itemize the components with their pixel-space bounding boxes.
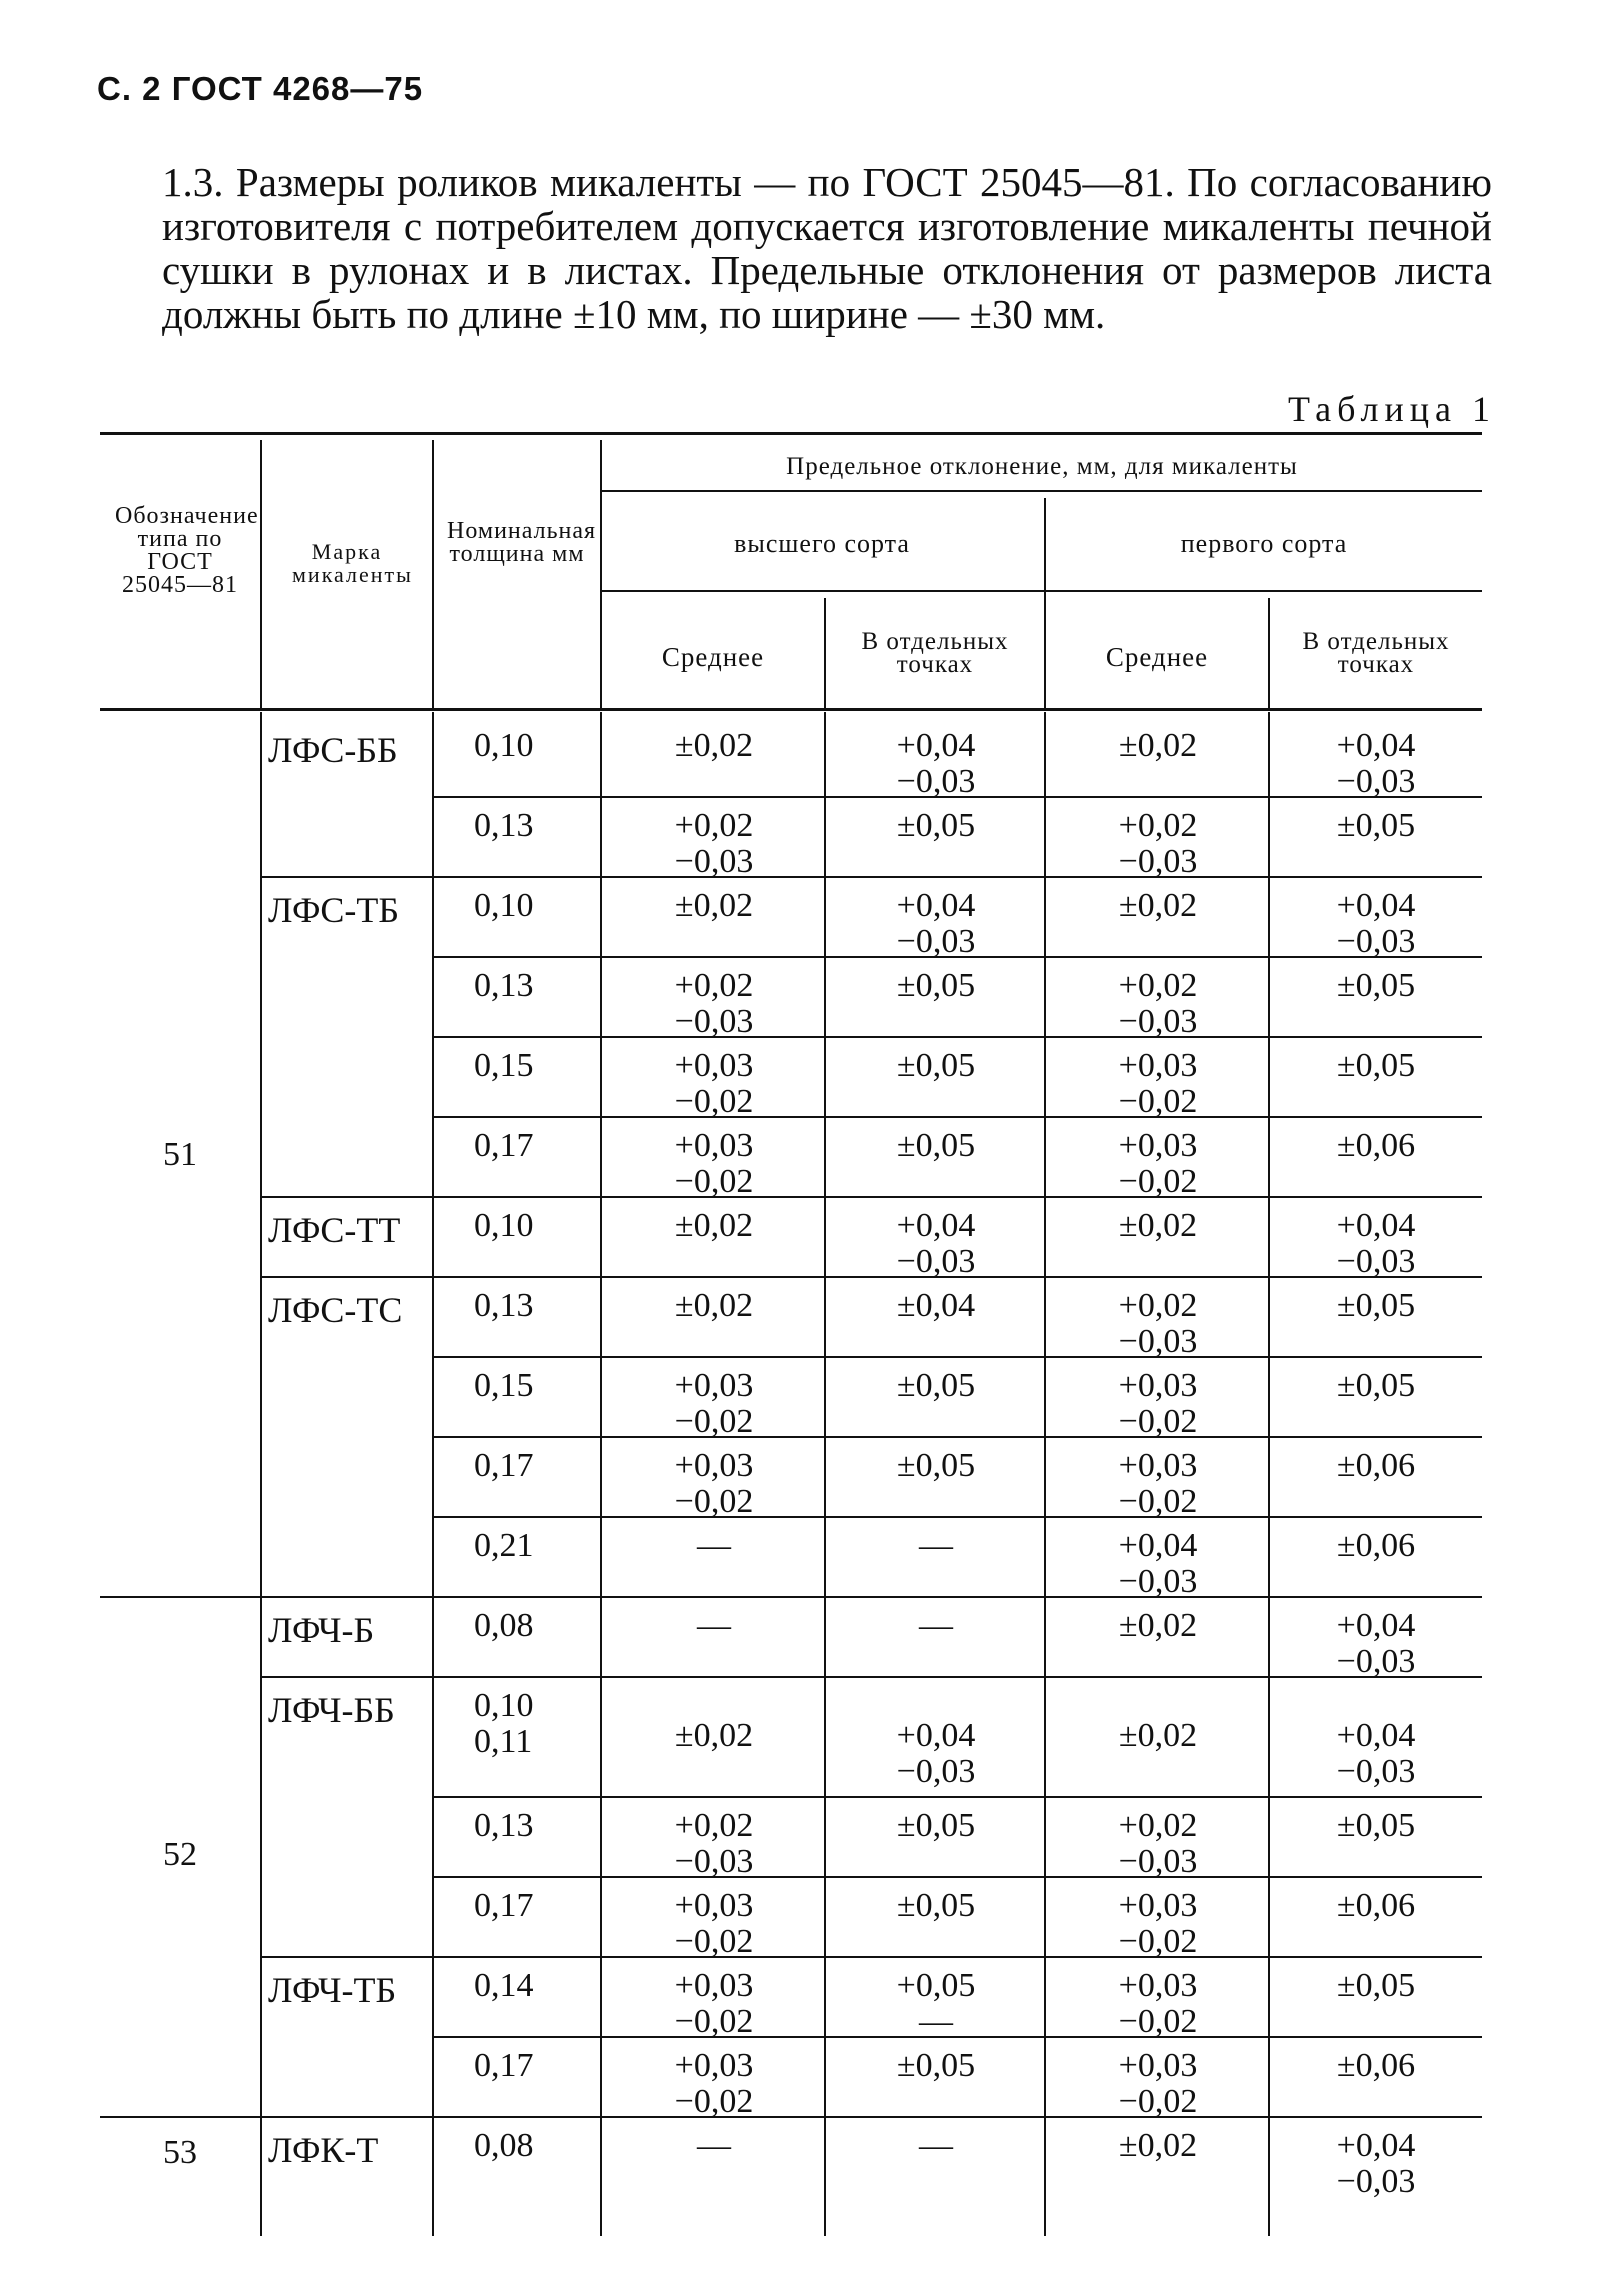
cell-value: −0,03 bbox=[1118, 1563, 1198, 1600]
cell-value: ±0,02 bbox=[1118, 1207, 1198, 1244]
cell-top-pts bbox=[826, 1448, 1046, 1484]
cell-thickness bbox=[474, 1208, 602, 1244]
table-top-rule bbox=[100, 432, 1482, 435]
header-deviation-text: Предельное отклонение, мм, для микаленты bbox=[786, 453, 1298, 480]
cell-thickness bbox=[474, 1968, 602, 2004]
cell-top-pts bbox=[826, 1528, 1046, 1564]
cell-value: +0,04 bbox=[1336, 727, 1416, 764]
cell-first-pts bbox=[1270, 1448, 1482, 1484]
cell-value: −0,03 bbox=[1336, 1753, 1416, 1790]
cell-value: +0,03 bbox=[1118, 2047, 1198, 2084]
cell-first-pts bbox=[1270, 1718, 1482, 1790]
cell-value: +0,04 bbox=[896, 887, 976, 924]
type-53: 53 bbox=[163, 2134, 197, 2171]
cell-value: −0,03 bbox=[1336, 2163, 1416, 2200]
cell-top-avg bbox=[602, 1608, 826, 1644]
cell-value: +0,03 bbox=[674, 2047, 754, 2084]
cell-value: 0,10 bbox=[474, 727, 534, 764]
header-top-avg-text: Среднее bbox=[661, 642, 765, 672]
cell-value: 0,13 bbox=[474, 967, 534, 1004]
header-top-points-text: В отдельных точках bbox=[861, 628, 1009, 678]
body-vline bbox=[432, 712, 434, 2236]
cell-value: ±0,05 bbox=[896, 1127, 976, 1164]
cell-value: +0,03 bbox=[1118, 1967, 1198, 2004]
cell-value: — bbox=[697, 2127, 731, 2164]
cell-value: −0,02 bbox=[1118, 1163, 1198, 1200]
cell-value: +0,02 bbox=[1118, 967, 1198, 1004]
cell-value: +0,04 bbox=[896, 1207, 976, 1244]
cell-thickness bbox=[474, 1528, 602, 1564]
cell-thickness bbox=[474, 728, 602, 764]
cell-value: 0,14 bbox=[474, 1967, 534, 2004]
cell-value: +0,03 bbox=[1118, 1127, 1198, 1164]
cell-value: ±0,05 bbox=[1336, 1287, 1416, 1324]
row-rule bbox=[262, 1956, 1482, 1958]
row-rule bbox=[100, 1596, 1482, 1598]
cell-thickness bbox=[474, 968, 602, 1004]
cell-top-avg bbox=[602, 1888, 826, 1960]
cell-top-avg bbox=[602, 1208, 826, 1244]
cell-value: 0,17 bbox=[474, 2047, 534, 2084]
cell-top-avg bbox=[602, 1048, 826, 1120]
cell-value: ±0,05 bbox=[1336, 1367, 1416, 1404]
cell-value: ±0,06 bbox=[1336, 1127, 1416, 1164]
cell-value: +0,04 bbox=[1336, 2127, 1416, 2164]
mark-m4: ЛФС-ТС bbox=[268, 1290, 403, 1330]
cell-thickness bbox=[474, 1448, 602, 1484]
cell-value: −0,02 bbox=[674, 2083, 754, 2120]
cell-first-avg bbox=[1046, 1718, 1270, 1754]
header-type-text: Обозначение типа по ГОСТ 25045—81 bbox=[115, 503, 259, 598]
cell-value: 0,10 bbox=[474, 887, 534, 924]
cell-top-pts bbox=[826, 888, 1046, 960]
cell-value: +0,03 bbox=[1118, 1887, 1198, 1924]
cell-value: −0,03 bbox=[896, 763, 976, 800]
row-rule bbox=[432, 1116, 1482, 1118]
cell-top-avg bbox=[602, 2128, 826, 2164]
body-vline bbox=[260, 712, 262, 2236]
cell-first-avg bbox=[1046, 808, 1270, 880]
cell-top-pts bbox=[826, 1608, 1046, 1644]
cell-first-avg bbox=[1046, 1448, 1270, 1520]
cell-top-avg bbox=[602, 808, 826, 880]
cell-value: ±0,02 bbox=[674, 727, 754, 764]
cell-value: −0,03 bbox=[1336, 763, 1416, 800]
cell-top-avg bbox=[602, 1808, 826, 1880]
header-first-avg-text: Среднее bbox=[1105, 642, 1209, 672]
cell-top-avg bbox=[602, 1288, 826, 1324]
header-mark-text: Марка микаленты bbox=[292, 539, 413, 587]
row-rule bbox=[262, 1196, 1482, 1198]
cell-thickness bbox=[474, 1808, 602, 1844]
table-caption: Таблица 1 bbox=[1288, 389, 1496, 429]
cell-value: ±0,02 bbox=[674, 1717, 754, 1754]
cell-value: ±0,06 bbox=[1336, 1887, 1416, 1924]
cell-first-avg bbox=[1046, 1128, 1270, 1200]
cell-value: −0,02 bbox=[1118, 1083, 1198, 1120]
cell-value: ±0,05 bbox=[896, 1447, 976, 1484]
cell-value: ±0,05 bbox=[896, 1367, 976, 1404]
cell-value: ±0,05 bbox=[1336, 1807, 1416, 1844]
cell-value: −0,03 bbox=[896, 1243, 976, 1280]
cell-first-pts bbox=[1270, 2048, 1482, 2084]
cell-value: ±0,06 bbox=[1336, 1447, 1416, 1484]
cell-first-pts bbox=[1270, 1608, 1482, 1680]
cell-value: −0,02 bbox=[674, 1923, 754, 1960]
cell-top-pts bbox=[826, 1968, 1046, 2040]
cell-value: −0,03 bbox=[1336, 1643, 1416, 1680]
cell-value: ±0,02 bbox=[674, 1287, 754, 1324]
cell-thickness bbox=[474, 1288, 602, 1324]
cell-thickness bbox=[474, 1368, 602, 1404]
cell-value: ±0,05 bbox=[896, 807, 976, 844]
header-vline bbox=[432, 440, 434, 708]
cell-first-avg bbox=[1046, 1368, 1270, 1440]
cell-value: −0,03 bbox=[674, 1003, 754, 1040]
header-vline bbox=[1268, 598, 1270, 708]
cell-value: −0,02 bbox=[674, 1483, 754, 1520]
header-vline bbox=[824, 598, 826, 708]
cell-first-pts bbox=[1270, 1048, 1482, 1084]
cell-value: 0,17 bbox=[474, 1887, 534, 1924]
header-thickness bbox=[434, 520, 600, 566]
cell-value: ±0,05 bbox=[1336, 1967, 1416, 2004]
cell-value: −0,02 bbox=[1118, 2003, 1198, 2040]
cell-value: — bbox=[919, 2127, 953, 2164]
cell-value: ±0,05 bbox=[896, 967, 976, 1004]
cell-top-pts bbox=[826, 1888, 1046, 1924]
cell-first-pts bbox=[1270, 1208, 1482, 1280]
cell-top-avg bbox=[602, 2048, 826, 2120]
running-head: С. 2 ГОСТ 4268—75 bbox=[97, 70, 424, 107]
cell-value: +0,03 bbox=[1118, 1047, 1198, 1084]
header-vline bbox=[1044, 498, 1046, 708]
cell-first-pts bbox=[1270, 1288, 1482, 1324]
cell-value: +0,04 bbox=[896, 727, 976, 764]
cell-value: 0,08 bbox=[474, 1607, 534, 1644]
cell-top-pts bbox=[826, 1128, 1046, 1164]
cell-value: ±0,06 bbox=[1336, 1527, 1416, 1564]
cell-value: −0,02 bbox=[674, 2003, 754, 2040]
mark-m8: ЛФК-Т bbox=[268, 2130, 379, 2170]
cell-top-avg bbox=[602, 1128, 826, 1200]
cell-first-pts bbox=[1270, 728, 1482, 800]
row-rule bbox=[432, 1876, 1482, 1878]
cell-value: ±0,04 bbox=[896, 1287, 976, 1324]
cell-value: ±0,05 bbox=[896, 2047, 976, 2084]
cell-value: +0,03 bbox=[1118, 1447, 1198, 1484]
cell-value: −0,02 bbox=[1118, 2083, 1198, 2120]
cell-first-avg bbox=[1046, 1208, 1270, 1244]
cell-top-pts bbox=[826, 808, 1046, 844]
cell-first-avg bbox=[1046, 1048, 1270, 1120]
cell-first-pts bbox=[1270, 1968, 1482, 2004]
cell-value: +0,02 bbox=[1118, 1807, 1198, 1844]
cell-value: 0,08 bbox=[474, 2127, 534, 2164]
header-top-points bbox=[826, 630, 1044, 676]
cell-value: ±0,02 bbox=[1118, 1607, 1198, 1644]
cell-first-pts bbox=[1270, 888, 1482, 960]
cell-value: −0,02 bbox=[1118, 1923, 1198, 1960]
cell-value: 0,17 bbox=[474, 1127, 534, 1164]
cell-value: — bbox=[919, 1527, 953, 1564]
cell-first-pts bbox=[1270, 1528, 1482, 1564]
cell-top-pts bbox=[826, 1718, 1046, 1790]
cell-value: −0,03 bbox=[896, 1753, 976, 1790]
header-grade-top bbox=[602, 529, 1042, 558]
header-mark bbox=[262, 540, 432, 586]
cell-first-pts bbox=[1270, 1808, 1482, 1844]
header-grade-top-text: высшего сорта bbox=[734, 529, 910, 558]
cell-top-pts bbox=[826, 1048, 1046, 1084]
cell-value: +0,03 bbox=[674, 1047, 754, 1084]
cell-value: +0,02 bbox=[674, 1807, 754, 1844]
cell-top-avg bbox=[602, 968, 826, 1040]
header-grade-first-text: первого сорта bbox=[1180, 529, 1348, 558]
cell-value: 0,15 bbox=[474, 1367, 534, 1404]
cell-value: +0,02 bbox=[1118, 1287, 1198, 1324]
row-rule bbox=[432, 1516, 1482, 1518]
mark-m2: ЛФС-ТБ bbox=[268, 890, 400, 930]
cell-top-avg bbox=[602, 888, 826, 924]
cell-value: ±0,05 bbox=[896, 1887, 976, 1924]
cell-top-pts bbox=[826, 968, 1046, 1004]
cell-thickness bbox=[474, 888, 602, 924]
cell-thickness bbox=[474, 808, 602, 844]
header-first-avg bbox=[1046, 642, 1268, 672]
cell-value: −0,02 bbox=[1118, 1483, 1198, 1520]
cell-first-avg bbox=[1046, 728, 1270, 764]
cell-first-avg bbox=[1046, 1528, 1270, 1600]
cell-first-avg bbox=[1046, 888, 1270, 924]
cell-value: −0,02 bbox=[674, 1403, 754, 1440]
mark-m5: ЛФЧ-Б bbox=[268, 1610, 375, 1650]
cell-top-pts bbox=[826, 728, 1046, 800]
cell-top-pts bbox=[826, 2128, 1046, 2164]
cell-value: 0,17 bbox=[474, 1447, 534, 1484]
cell-value: −0,03 bbox=[674, 843, 754, 880]
cell-top-avg bbox=[602, 728, 826, 764]
cell-thickness bbox=[474, 1688, 602, 1760]
cell-value: ±0,02 bbox=[1118, 887, 1198, 924]
header-thickness-text: Номинальная толщина мм bbox=[447, 518, 597, 567]
row-rule bbox=[432, 1036, 1482, 1038]
cell-value: ±0,02 bbox=[674, 1207, 754, 1244]
cell-top-avg bbox=[602, 1528, 826, 1564]
cell-value: ±0,05 bbox=[1336, 967, 1416, 1004]
cell-first-pts bbox=[1270, 1888, 1482, 1924]
cell-top-pts bbox=[826, 1208, 1046, 1280]
cell-value: ±0,05 bbox=[896, 1807, 976, 1844]
cell-first-pts bbox=[1270, 2128, 1482, 2200]
cell-value: +0,03 bbox=[1118, 1367, 1198, 1404]
header-top-avg bbox=[602, 642, 824, 672]
cell-value: +0,04 bbox=[1336, 887, 1416, 924]
cell-top-pts bbox=[826, 1368, 1046, 1404]
cell-value: +0,02 bbox=[674, 967, 754, 1004]
cell-value: +0,03 bbox=[674, 1367, 754, 1404]
cell-first-avg bbox=[1046, 2048, 1270, 2120]
cell-value: 0,21 bbox=[474, 1527, 534, 1564]
header-bottom-rule bbox=[100, 708, 1482, 711]
cell-value: — bbox=[697, 1607, 731, 1644]
cell-value: 0,13 bbox=[474, 807, 534, 844]
cell-value: 0,13 bbox=[474, 1807, 534, 1844]
cell-value: +0,03 bbox=[674, 1447, 754, 1484]
cell-value: — bbox=[919, 1607, 953, 1644]
cell-value: −0,03 bbox=[1118, 843, 1198, 880]
cell-value: −0,03 bbox=[896, 923, 976, 960]
cell-thickness bbox=[474, 1608, 602, 1644]
row-rule bbox=[432, 1356, 1482, 1358]
cell-value: ±0,02 bbox=[674, 887, 754, 924]
row-rule bbox=[262, 876, 1482, 878]
header-deviation-group bbox=[602, 455, 1482, 478]
cell-top-avg bbox=[602, 1448, 826, 1520]
cell-first-avg bbox=[1046, 1808, 1270, 1880]
cell-thickness bbox=[474, 1128, 602, 1164]
cell-value: +0,04 bbox=[1336, 1717, 1416, 1754]
cell-first-avg bbox=[1046, 2128, 1270, 2164]
cell-value: 0,13 bbox=[474, 1287, 534, 1324]
cell-first-pts bbox=[1270, 808, 1482, 844]
cell-value: — bbox=[919, 2003, 953, 2040]
header-first-points-text: В отдельных точках bbox=[1302, 628, 1450, 678]
cell-value: −0,03 bbox=[1336, 1243, 1416, 1280]
cell-value: 0,10 bbox=[474, 1207, 534, 1244]
cell-value: ±0,02 bbox=[1118, 1717, 1198, 1754]
cell-first-avg bbox=[1046, 1968, 1270, 2040]
cell-first-avg bbox=[1046, 1608, 1270, 1644]
cell-value: +0,03 bbox=[674, 1887, 754, 1924]
cell-value: 0,11 bbox=[474, 1723, 533, 1760]
cell-top-avg bbox=[602, 1968, 826, 2040]
cell-first-pts bbox=[1270, 968, 1482, 1004]
cell-thickness bbox=[474, 1888, 602, 1924]
paragraph-1-3: 1.3. Размеры роликов микаленты — по ГОСТ 25045—81. По согласованию изготовителя с потребителем допускается изготовление микаленты печной сушки в рулонах и в листах. Предельные отклонения от размеров листа должны быть по длине ±10 мм, по ширине — ±30 мм. bbox=[162, 159, 1492, 337]
cell-value: +0,02 bbox=[674, 807, 754, 844]
row-rule bbox=[432, 1436, 1482, 1438]
type-51: 51 bbox=[163, 1136, 197, 1173]
header-grade-rule bbox=[602, 590, 1482, 592]
cell-value: 0,10 bbox=[474, 1687, 534, 1724]
cell-value: ±0,06 bbox=[1336, 2047, 1416, 2084]
header-vline bbox=[600, 440, 602, 708]
cell-value: 0,15 bbox=[474, 1047, 534, 1084]
cell-top-pts bbox=[826, 1288, 1046, 1324]
cell-value: −0,03 bbox=[1118, 1323, 1198, 1360]
cell-thickness bbox=[474, 2048, 602, 2084]
cell-top-avg bbox=[602, 1718, 826, 1754]
cell-value: +0,04 bbox=[1336, 1607, 1416, 1644]
cell-value: −0,02 bbox=[1118, 1403, 1198, 1440]
mark-m3: ЛФС-ТТ bbox=[268, 1210, 401, 1250]
cell-first-avg bbox=[1046, 1888, 1270, 1960]
cell-value: −0,02 bbox=[674, 1163, 754, 1200]
cell-value: ±0,05 bbox=[896, 1047, 976, 1084]
cell-value: ±0,02 bbox=[1118, 727, 1198, 764]
cell-value: +0,05 bbox=[896, 1967, 976, 2004]
mark-m6: ЛФЧ-ББ bbox=[268, 1690, 395, 1730]
header-first-points bbox=[1270, 630, 1482, 676]
cell-first-pts bbox=[1270, 1128, 1482, 1164]
cell-value: ±0,05 bbox=[1336, 807, 1416, 844]
header-type bbox=[100, 505, 260, 597]
cell-value: ±0,02 bbox=[1118, 2127, 1198, 2164]
cell-value: −0,03 bbox=[1118, 1003, 1198, 1040]
cell-top-pts bbox=[826, 1808, 1046, 1844]
cell-value: +0,04 bbox=[1118, 1527, 1198, 1564]
row-rule bbox=[432, 1796, 1482, 1798]
cell-top-pts bbox=[826, 2048, 1046, 2084]
type-52: 52 bbox=[163, 1836, 197, 1873]
mark-m7: ЛФЧ-ТБ bbox=[268, 1970, 397, 2010]
cell-value: +0,04 bbox=[896, 1717, 976, 1754]
header-grade-first bbox=[1046, 529, 1482, 558]
cell-value: −0,03 bbox=[1118, 1843, 1198, 1880]
cell-value: −0,03 bbox=[674, 1843, 754, 1880]
cell-value: +0,03 bbox=[674, 1967, 754, 2004]
mark-m1: ЛФС-ББ bbox=[268, 730, 398, 770]
cell-first-avg bbox=[1046, 1288, 1270, 1360]
cell-value: +0,04 bbox=[1336, 1207, 1416, 1244]
cell-value: −0,03 bbox=[1336, 923, 1416, 960]
cell-value: −0,02 bbox=[674, 1083, 754, 1120]
cell-thickness bbox=[474, 2128, 602, 2164]
cell-first-pts bbox=[1270, 1368, 1482, 1404]
cell-top-avg bbox=[602, 1368, 826, 1440]
header-vline bbox=[260, 440, 262, 708]
cell-value: +0,02 bbox=[1118, 807, 1198, 844]
cell-thickness bbox=[474, 1048, 602, 1084]
cell-value: +0,03 bbox=[674, 1127, 754, 1164]
cell-value: ±0,05 bbox=[1336, 1047, 1416, 1084]
cell-value: — bbox=[697, 1527, 731, 1564]
cell-first-avg bbox=[1046, 968, 1270, 1040]
header-group-rule bbox=[602, 490, 1482, 492]
